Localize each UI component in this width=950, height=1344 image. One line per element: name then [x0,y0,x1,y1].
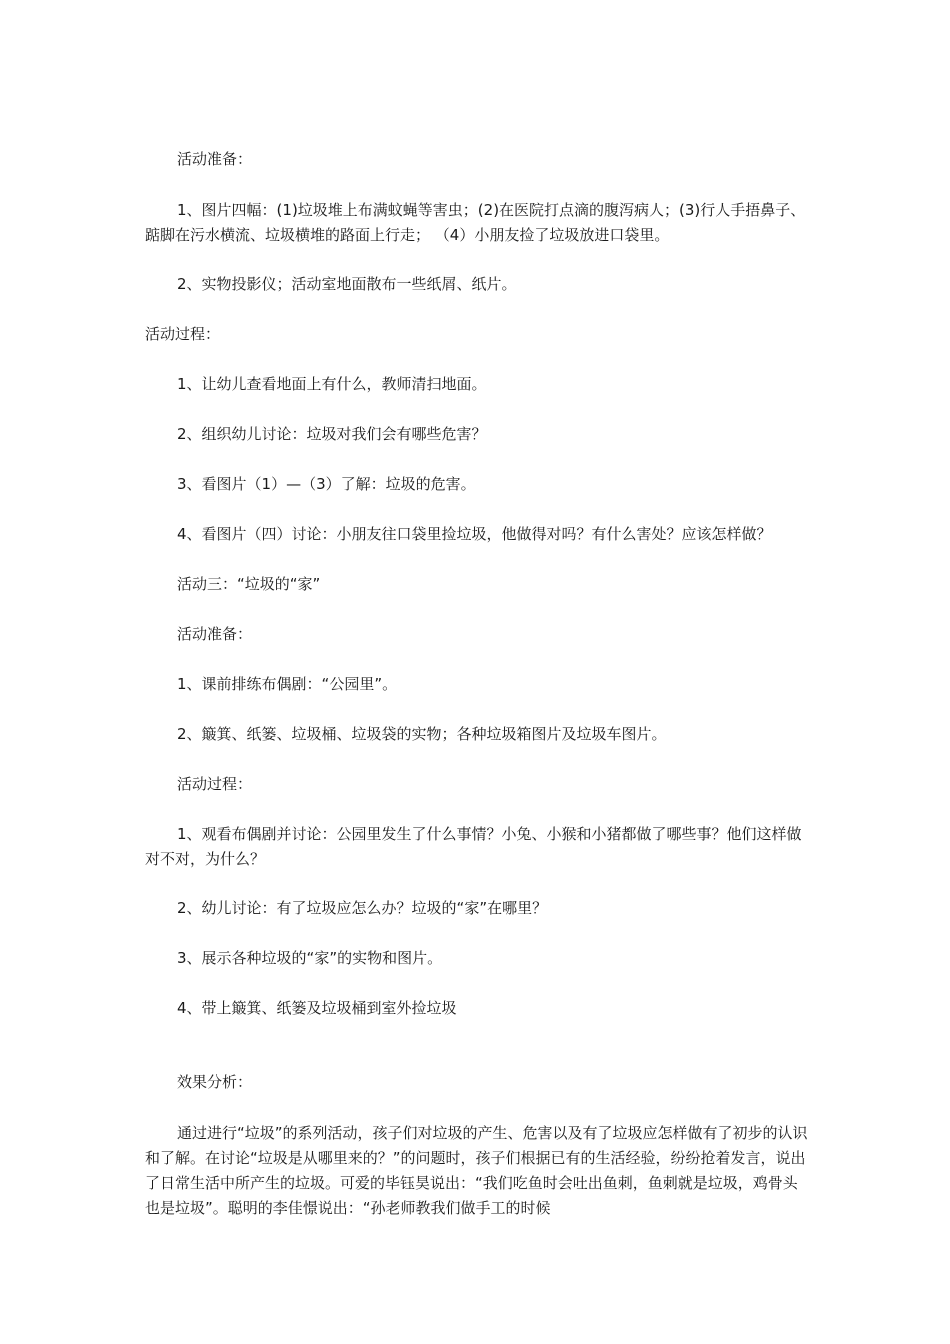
section-heading-process: 活动过程： [177,775,253,793]
list-item: 3、展示各种垃圾的“家”的实物和图片。 [177,949,443,967]
section-heading-preparation: 活动准备： [177,150,253,168]
list-item: 2、实物投影仪；活动室地面散布一些纸屑、纸片。 [177,275,517,293]
list-item: 2、幼儿讨论：有了垃圾应怎么办？垃圾的“家”在哪里？ [177,899,548,917]
list-item: 4、看图片（四）讨论：小朋友往口袋里捡垃圾，他做得对吗？有什么害处？应该怎样做？ [177,525,772,543]
list-item: 1、图片四幅：(1)垃圾堆上布满蚊蝇等害虫；(2)在医院打点滴的腹泻病人；(3)行人手捂鼻子、踮脚在污水横流、垃圾横堆的路面上行走； （4）小朋友捡了垃圾放进口袋里。 [145,201,806,244]
section-heading-activity-three: 活动三：“垃圾的“家” [177,575,321,593]
section-heading-process: 活动过程： [145,325,221,343]
list-item: 3、看图片（1）—（3）了解：垃圾的危害。 [177,475,476,493]
list-item: 1、课前排练布偶剧：“公园里”。 [177,675,398,693]
list-item: 1、观看布偶剧并讨论：公园里发生了什么事情？小兔、小猴和小猪都做了哪些事？他们这样做对不对，为什么？ [145,825,802,868]
list-item: 4、带上簸箕、纸篓及垃圾桶到室外捡垃圾 [177,999,457,1017]
list-item: 2、簸箕、纸篓、垃圾桶、垃圾袋的实物；各种垃圾箱图片及垃圾车图片。 [177,725,667,743]
list-item: 2、组织幼儿讨论：垃圾对我们会有哪些危害？ [177,425,487,443]
list-item: 1、让幼儿查看地面上有什么，教师清扫地面。 [177,375,487,393]
section-heading-analysis: 效果分析： [177,1073,253,1091]
analysis-paragraph: 通过进行“垃圾”的系列活动，孩子们对垃圾的产生、危害以及有了垃圾应怎样做有了初步的认识和了解。在讨论“垃圾是从哪里来的？”的问题时，孩子们根据已有的生活经验，纷纷抢着发言，说出了日常生活中所产生的垃圾。可爱的毕钰昊说出：“我们吃鱼时会吐出鱼刺，鱼刺就是垃圾，鸡骨头也是垃圾”。聪明的李佳憬说出：“孙老师教我们做手工的时候 [145,1124,808,1217]
section-heading-preparation: 活动准备： [177,625,253,643]
